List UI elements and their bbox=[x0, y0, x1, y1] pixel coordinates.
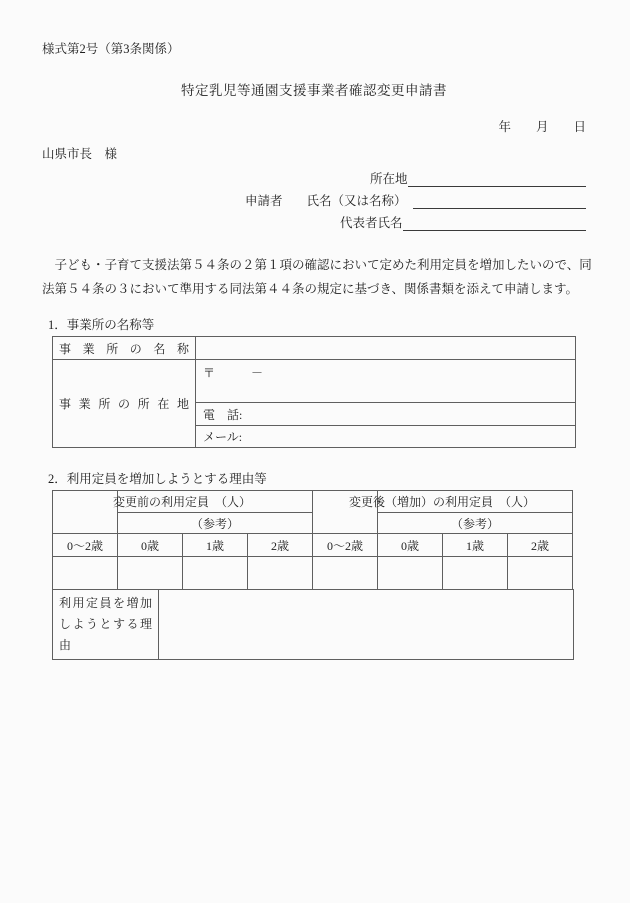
date-line: 年 月 日 bbox=[498, 120, 586, 134]
addressee-line: 山県市長 様 bbox=[42, 147, 118, 161]
representative-field-row bbox=[340, 209, 586, 231]
capacity-value-after-1 bbox=[378, 557, 443, 590]
statement-line-2: 法第５４条の３において準用する同法第４４条の規定に基づき、関係書類を添えて申請します。 bbox=[42, 282, 579, 296]
reason-label-line2: しようとする理由 bbox=[59, 617, 152, 652]
capacity-table bbox=[52, 490, 573, 590]
reason-label-line1: 利用定員を増加 bbox=[59, 596, 152, 610]
name-field-row bbox=[245, 187, 586, 209]
before-capacity-header-cell: 変更前の利用定員 （人） bbox=[118, 491, 313, 513]
statement-line-1: 子ども・子育て支援法第５４条の２第１項の確認において定めた利用定員を増加したいので、同 bbox=[42, 258, 592, 272]
before-corner-cell bbox=[53, 491, 118, 534]
capacity-value-before-3 bbox=[248, 557, 313, 590]
email-cell: メール: bbox=[196, 426, 576, 448]
reason-label-cell bbox=[53, 590, 159, 660]
business-name-value-cell bbox=[196, 337, 576, 360]
age-header-after-1: 0歳 bbox=[378, 534, 443, 557]
age-header-after-2: 1歳 bbox=[443, 534, 508, 557]
applicant-label: 申請者 bbox=[245, 194, 283, 208]
capacity-value-before-0 bbox=[53, 557, 118, 590]
capacity-value-before-2 bbox=[183, 557, 248, 590]
representative-field-label: 代表者氏名 bbox=[340, 216, 403, 230]
phone-cell: 電 話: bbox=[196, 403, 576, 426]
reason-value-cell bbox=[159, 590, 574, 660]
application-statement bbox=[42, 253, 592, 301]
address-field-row bbox=[370, 165, 586, 187]
age-header-before-1: 0歳 bbox=[118, 534, 183, 557]
business-name-label-cell: 事業所の名称 bbox=[53, 337, 196, 360]
address-field-line bbox=[408, 186, 586, 187]
capacity-value-after-2 bbox=[443, 557, 508, 590]
capacity-value-after-0 bbox=[313, 557, 378, 590]
capacity-value-after-3 bbox=[508, 557, 573, 590]
age-header-before-2: 1歳 bbox=[183, 534, 248, 557]
capacity-value-before-1 bbox=[118, 557, 183, 590]
business-info-table bbox=[52, 336, 576, 448]
representative-field-line bbox=[403, 230, 586, 231]
postal-code-cell: 〒 － bbox=[196, 360, 576, 403]
reference-cell-after: （参考） bbox=[378, 513, 573, 534]
section1-heading: 1．事業所の名称等 bbox=[48, 318, 155, 332]
section2-heading: 2．利用定員を増加しようとする理由等 bbox=[48, 472, 267, 486]
business-address-label-cell: 事業所の所在地 bbox=[53, 360, 196, 448]
form-number: 様式第2号（第3条関係） bbox=[42, 42, 180, 56]
name-field-label: 氏名（又は名称） bbox=[306, 194, 407, 208]
reference-cell-before: （参考） bbox=[118, 513, 313, 534]
age-header-after-0: 0～2歳 bbox=[313, 534, 378, 557]
applicant-block bbox=[42, 165, 586, 231]
age-header-before-0: 0～2歳 bbox=[53, 534, 118, 557]
age-header-before-3: 2歳 bbox=[248, 534, 313, 557]
document-title: 特定乳児等通園支援事業者確認変更申請書 bbox=[181, 83, 447, 98]
name-field-line bbox=[413, 208, 586, 209]
address-field-label: 所在地 bbox=[370, 172, 408, 186]
after-capacity-header-cell: 変更後（増加）の利用定員 （人） bbox=[378, 491, 573, 513]
age-header-after-3: 2歳 bbox=[508, 534, 573, 557]
reason-table bbox=[52, 589, 574, 660]
